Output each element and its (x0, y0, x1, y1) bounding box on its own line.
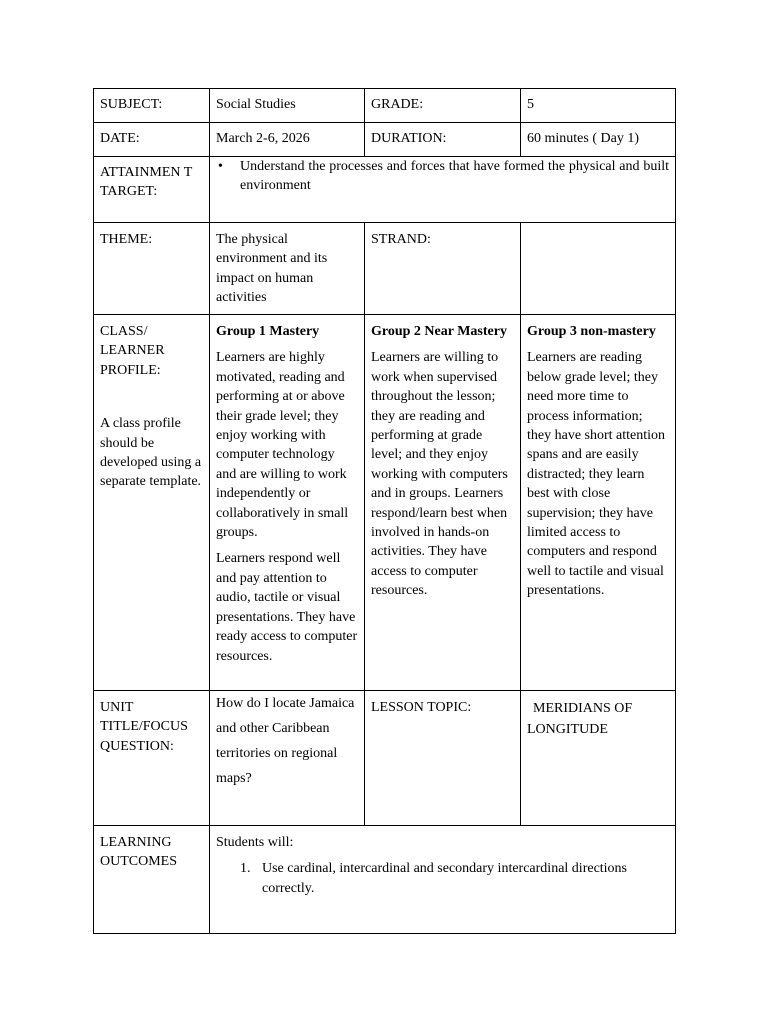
group1-cell (209, 314, 365, 691)
group3-description: Learners are reading below grade level; they need more time to process information; they have short attention spans and are easily distracted; they learn best with close supervision; they have limited access to computers and respond well to tactile and visual presentations. (527, 350, 666, 599)
theme-value: The physical environment and its impact on human activities (216, 232, 328, 306)
duration-value: 60 minutes ( Day 1) (527, 131, 639, 146)
duration-label: DURATION: (371, 131, 447, 146)
subject-label-cell (93, 88, 210, 123)
grade-value: 5 (527, 97, 534, 112)
theme-label: THEME: (100, 232, 153, 247)
grade-label: GRADE: (371, 97, 424, 112)
profile-label: CLASS/ LEARNER PROFILE: (100, 324, 165, 378)
group1-presentation-note: Learners respond well and pay attention to audio, tactile or visual presentations. They have ready access to computer resources. (216, 551, 358, 664)
group2-description: Learners are willing to work when supervised throughout the lesson; they are reading and performing at grade level; and they enjoy working with computers and in groups. Learners respond/learn best when involved in hands-on activities. They have access to computer resources. (371, 350, 508, 599)
outcomes-list (216, 859, 669, 898)
grade-label-cell (364, 88, 521, 123)
duration-value-cell (520, 122, 676, 157)
unit-label-cell (93, 690, 210, 826)
group1-title: Group 1 Mastery (216, 324, 320, 339)
grade-value-cell (520, 88, 676, 123)
attainment-value-cell (209, 156, 676, 223)
attainment-bullet: • Understand the processes and forces that have formed the physical and built environment (216, 157, 669, 196)
subject-value-cell (209, 88, 365, 123)
outcomes-label: LEARNING OUTCOMES (100, 835, 178, 870)
group3-title: Group 3 non-mastery (527, 324, 656, 339)
strand-label: STRAND: (371, 232, 431, 247)
date-value-cell (209, 122, 365, 157)
lesson-topic-label-cell (364, 690, 521, 826)
profile-note: A class profile should be developed using a separate template. (100, 416, 202, 490)
group1-description: Learners are highly motivated, reading and performing at or above their grade level; they enjoy working with computer technology and are willing to work independently or collaboratively in small groups. (216, 350, 349, 541)
profile-label-cell (93, 314, 210, 691)
subject-label: SUBJECT: (100, 97, 163, 112)
outcomes-label-cell (93, 825, 210, 934)
date-label: DATE: (100, 131, 140, 146)
unit-label: UNIT TITLE/FOCUS QUESTION: (100, 700, 188, 754)
lesson-topic-label: LESSON TOPIC: (371, 700, 472, 715)
unit-question-cell (209, 690, 365, 826)
group3-cell (520, 314, 676, 691)
group2-cell (364, 314, 521, 691)
lesson-topic-value: MERIDIANS OF LONGITUDE (527, 701, 633, 737)
strand-label-cell (364, 222, 521, 315)
outcomes-value-cell (209, 825, 676, 934)
outcome-text: Use cardinal, intercardinal and secondary intercardinal directions correctly. (262, 861, 628, 896)
date-value: March 2-6, 2026 (216, 131, 310, 146)
lesson-topic-value-cell (520, 690, 676, 826)
attainment-label-cell (93, 156, 210, 223)
duration-label-cell (364, 122, 521, 157)
outcome-number: 1. (240, 861, 251, 877)
theme-label-cell (93, 222, 210, 315)
unit-focus-question: How do I locate Jamaica and other Caribbean territories on regional maps? (216, 696, 355, 786)
date-label-cell (93, 122, 210, 157)
subject-value: Social Studies (216, 97, 296, 112)
strand-value-cell (520, 222, 676, 315)
theme-value-cell (209, 222, 365, 315)
outcomes-intro: Students will: (216, 835, 294, 850)
outcome-item (216, 859, 669, 898)
attainment-bullet-list (216, 157, 669, 196)
attainment-label: ATTAINMEN T TARGET: (100, 165, 193, 200)
group2-title: Group 2 Near Mastery (371, 324, 507, 339)
